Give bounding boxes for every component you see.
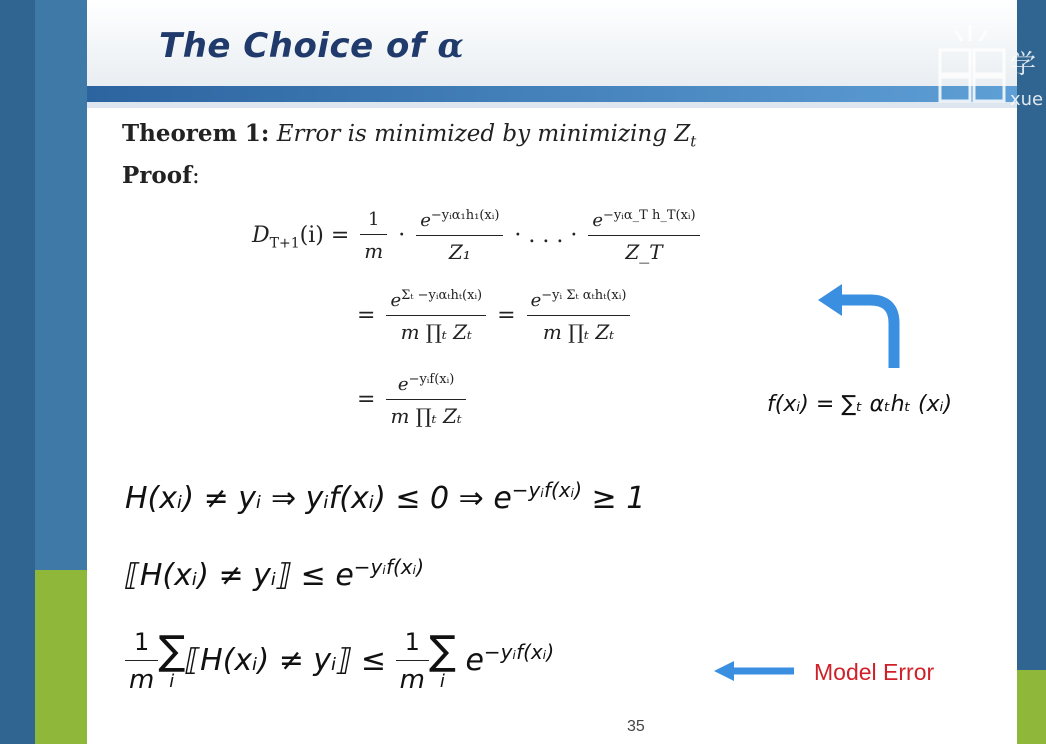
model-error-label: Model Error <box>814 659 935 685</box>
eq2-exp-1: Σₜ −yᵢαₜhₜ(xᵢ) <box>401 288 483 303</box>
xue-watermark-logo <box>930 5 1046 115</box>
equation-line-1 <box>252 208 704 264</box>
ineq3-index-left: i <box>169 671 175 692</box>
proof-heading <box>122 162 200 189</box>
slide-title-text: The Choice of <box>159 26 438 66</box>
ineq3-sum-left <box>158 628 186 692</box>
eq1-dot: · <box>398 223 406 248</box>
eq2-den-1: m ∏ₜ Zₜ <box>400 320 472 344</box>
eq3-e: e <box>397 374 409 395</box>
eq3-exp: −yᵢf(xᵢ) <box>408 372 455 387</box>
ineq3-m-left: m <box>129 665 155 695</box>
eq3-num <box>386 372 465 400</box>
eq1-frac-1 <box>416 208 503 264</box>
watermark-char: 学 <box>1010 50 1037 80</box>
ineq2-main: ⟦H(xᵢ) ≠ yᵢ⟧ ≤ e <box>125 558 354 593</box>
eq1-lhs-sub: T+1 <box>269 235 300 252</box>
eq1-lhs-arg: (i) = <box>299 223 350 248</box>
ineq3-one-right: 1 <box>396 628 429 661</box>
slide-title <box>159 26 464 66</box>
eq1-frac-T <box>588 208 699 264</box>
eq1-num-1 <box>416 208 503 236</box>
eq2-frac-1 <box>386 288 486 344</box>
theorem-text: Error is minimized by minimizing Z <box>276 121 691 147</box>
ineq3-left-text: ⟦H(xᵢ) ≠ yᵢ⟧ ≤ <box>185 643 387 678</box>
equation-line-3 <box>357 372 470 428</box>
ineq3-sum-right <box>428 628 456 692</box>
theorem-statement <box>122 120 696 151</box>
eq3-frac <box>386 372 465 428</box>
eq1-exp-T: −yᵢα_T h_T(xᵢ) <box>603 208 696 223</box>
eq1-lhs: D <box>252 223 270 248</box>
left-frame-blue-band <box>35 0 87 570</box>
ineq3-one-left: 1 <box>125 628 158 661</box>
eq1-num-T <box>588 208 699 236</box>
eq2-num-1 <box>386 288 486 316</box>
slide-title-symbol: α <box>437 26 465 66</box>
ineq3-m-right: m <box>399 665 425 695</box>
ineq1-tail: ≥ 1 <box>582 481 646 516</box>
ineq2-sup: −yᵢf(xᵢ) <box>353 555 425 579</box>
ineq1-main: H(xᵢ) ≠ yᵢ ⇒ yᵢf(xᵢ) ≤ 0 ⇒ e <box>125 481 512 516</box>
eq1-m: m <box>364 239 384 263</box>
eq1-one: 1 <box>360 209 387 235</box>
left-frame-strip <box>0 0 35 744</box>
equation-line-2 <box>357 288 634 344</box>
page-number: 35 <box>627 718 645 735</box>
inequality-row-1 <box>125 478 645 516</box>
ineq3-frac-right <box>396 628 429 695</box>
eq1-z1: Z₁ <box>448 240 471 264</box>
eq1-zT: Z_T <box>625 240 663 264</box>
eq2-equals-2: = <box>497 303 516 328</box>
eq1-dots: · . . . · <box>514 223 578 248</box>
ineq3-sigma-right: ∑ <box>428 628 456 674</box>
proof-colon: : <box>192 163 200 189</box>
ineq3-frac-left <box>125 628 158 695</box>
right-frame-green-band <box>1017 670 1046 744</box>
eq1-frac-1-over-m <box>360 209 387 263</box>
eq2-exp-2: −yᵢ Σₜ αₜhₜ(xᵢ) <box>541 288 627 303</box>
proof-label: Proof <box>122 162 192 189</box>
eq2-equals: = <box>357 303 376 328</box>
title-rule-shadow <box>87 102 1017 108</box>
eq3-den: m ∏ₜ Zₜ <box>390 404 462 428</box>
eq2-frac-2 <box>527 288 631 344</box>
curved-arrow-icon <box>812 278 912 378</box>
eq1-e-T: e <box>592 210 604 231</box>
ineq3-e: e <box>465 643 484 678</box>
title-rule <box>87 86 1017 102</box>
inequality-row-3 <box>125 628 554 695</box>
theorem-label: Theorem 1: <box>122 120 270 147</box>
eq3-equals: = <box>357 387 376 412</box>
ineq3-sigma-left: ∑ <box>158 628 186 674</box>
left-frame-green-band <box>35 570 87 744</box>
ineq3-index-right: i <box>439 671 445 692</box>
eq2-e-1: e <box>390 290 402 311</box>
theorem-subscript: t <box>690 132 697 151</box>
eq2-num-2 <box>527 288 631 316</box>
inequality-row-2 <box>125 555 424 593</box>
eq1-exp-1: −yᵢα₁h₁(xᵢ) <box>430 208 500 223</box>
ineq3-sup: −yᵢf(xᵢ) <box>483 640 555 664</box>
watermark-text: xue <box>1010 89 1044 110</box>
ineq1-sup: −yᵢf(xᵢ) <box>511 478 583 502</box>
slide <box>87 0 1017 744</box>
left-arrow-icon <box>712 656 796 686</box>
f-definition: f(xᵢ) = ∑ₜ αₜhₜ (xᵢ) <box>767 392 953 417</box>
eq1-e: e <box>420 210 431 231</box>
eq2-den-2: m ∏ₜ Zₜ <box>542 320 615 344</box>
eq2-e-2: e <box>530 290 542 311</box>
